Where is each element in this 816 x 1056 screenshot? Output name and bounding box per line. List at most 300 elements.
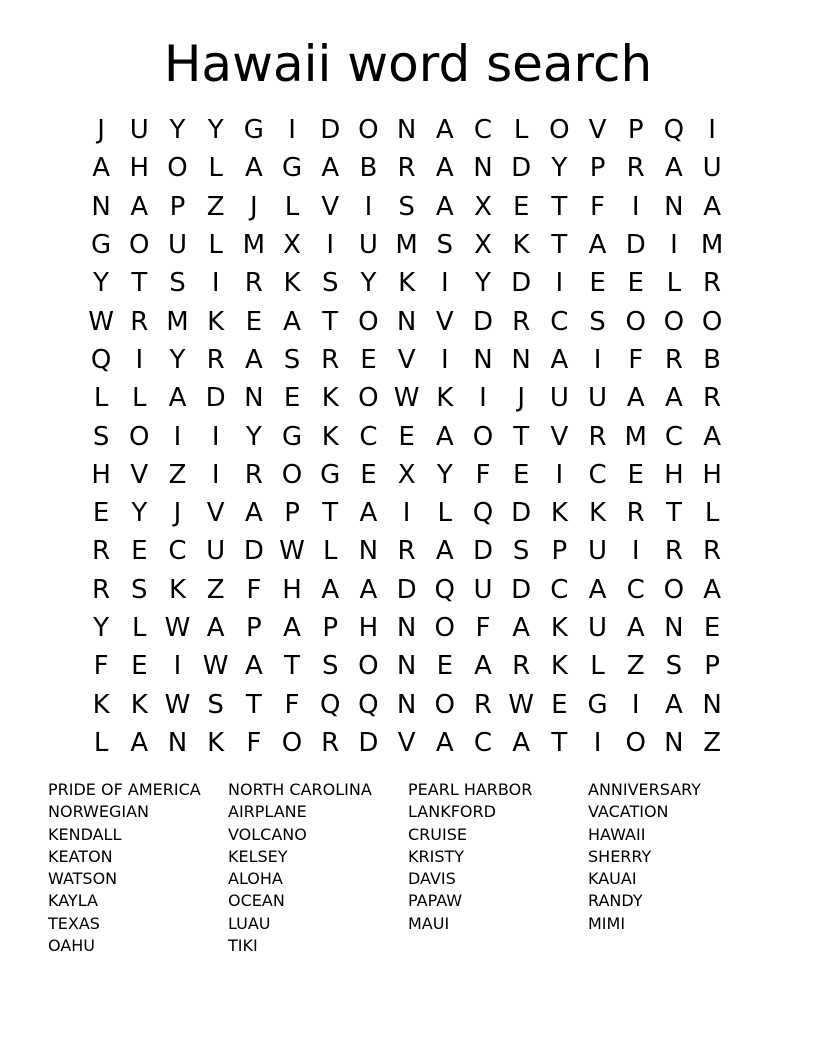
grid-letter: D [320,115,341,146]
grid-letter: W [393,383,420,414]
grid-letter: N [396,306,417,337]
word-list-item: NORWEGIAN [48,802,149,822]
grid-letter: Q [358,689,379,720]
grid-letter: A [130,727,149,758]
grid-letter: S [321,651,339,682]
grid-letter: G [320,459,341,490]
grid-letter: Z [206,191,225,222]
grid-letter: D [396,574,417,605]
grid-letter: B [703,344,722,375]
grid-letter: D [511,498,532,529]
grid-letter: R [321,344,340,375]
grid-letter: E [512,191,530,222]
grid-letter: O [625,306,646,337]
grid-letter: I [631,536,640,567]
word-list-item: OCEAN [228,891,285,911]
grid-letter: R [512,306,531,337]
grid-letter: A [435,727,454,758]
grid-letter: T [322,498,339,529]
grid-letter: A [435,421,454,452]
word-list-column [588,779,768,957]
grid-letter: S [665,651,683,682]
word-list-item: ANNIVERSARY [588,780,702,799]
grid-letter: K [321,383,339,414]
grid-letter: D [511,574,532,605]
grid-letter: O [663,306,685,337]
grid-letter: K [436,383,454,414]
grid-letter: D [358,727,379,758]
grid-letter: A [244,344,263,375]
grid-letter: T [665,498,682,529]
grid-letter: Y [131,498,148,529]
grid-letter: I [364,191,373,222]
grid-letter: C [550,306,569,337]
grid-letter: U [358,230,378,261]
word-list-column [48,779,228,957]
grid-letter: A [92,153,110,184]
grid-letter: S [321,268,339,299]
grid-letter: I [326,230,335,261]
grid-letter: U [588,383,608,414]
grid-letter: G [281,153,303,184]
word-list-item: HAWAII [588,824,646,844]
grid-letter: I [670,230,678,261]
word-list-item: VOLCANO [228,824,307,844]
grid-letter: Z [626,651,645,682]
grid-letter: L [208,153,223,184]
grid-letter: J [250,191,258,222]
grid-letter: N [167,727,188,758]
grid-letter: E [360,344,377,375]
grid-letter: A [321,153,340,184]
word-list-item: PEARL HARBOR [408,780,533,799]
grid-letter: A [283,613,301,643]
grid-letter: X [474,230,492,261]
grid-letter: D [511,268,532,299]
grid-letter: J [517,383,525,414]
grid-letter: K [589,498,607,529]
grid-letter: S [92,421,110,452]
grid-letter: U [588,536,608,567]
grid-letter: R [397,153,416,184]
grid-letter: S [131,574,148,605]
grid-letter: K [550,651,568,682]
grid-letter: E [436,651,453,682]
grid-letter: Q [90,344,112,375]
grid-letter: O [549,115,570,146]
grid-letter: N [664,613,684,643]
grid-letter: V [588,115,607,146]
grid-letter: R [703,536,722,567]
grid-letter: F [628,344,644,375]
grid-letter: M [700,230,724,261]
grid-letter: K [321,421,339,452]
grid-letter: R [512,651,531,682]
word-list-item: CRUISE [408,824,467,844]
grid-letter: U [206,536,226,567]
grid-letter: A [626,383,645,414]
grid-letter: A [244,651,263,682]
grid-letter: C [626,574,645,605]
grid-letter: I [211,268,220,299]
grid-letter: U [588,613,608,643]
word-list-item: KENDALL [48,824,122,844]
grid-letter: N [396,689,417,720]
grid-letter: Q [663,115,685,146]
grid-letter: U [549,383,569,414]
grid-letter: Y [475,268,491,299]
grid-letter: N [244,383,264,414]
grid-letter: O [434,613,456,643]
grid-letter: Y [93,268,110,299]
word-list-column [408,779,588,957]
grid-letter: R [244,459,263,490]
grid-letter: A [474,651,492,682]
grid-letter: V [130,459,149,490]
grid-letter: O [281,727,303,758]
grid-letter: O [625,727,646,758]
grid-letter: F [475,613,491,643]
grid-letter: Q [319,689,341,720]
grid-letter: R [473,689,492,720]
page-title: Hawaii word search [163,35,653,93]
grid-letter: R [206,344,225,375]
grid-letter: Q [434,574,456,605]
grid-letter: E [589,268,606,299]
grid-letter: I [631,689,640,720]
grid-letter: E [551,689,568,720]
word-list-item: MAUI [408,913,450,933]
word-list-item: TIKI [228,936,258,956]
grid-letter: R [92,536,111,567]
grid-letter: T [284,651,300,682]
grid-letter: N [396,613,417,643]
grid-letter: A [435,191,454,222]
grid-letter: I [211,459,220,490]
grid-letter: P [627,115,644,146]
grid-letter: J [173,498,182,529]
grid-letter: P [169,191,186,222]
grid-letter: N [396,651,417,682]
word-list-item: DAVIS [408,869,456,889]
grid-letter: X [283,230,301,261]
grid-letter: N [702,689,722,720]
grid-letter: L [284,191,300,222]
grid-letter: I [440,268,449,299]
grid-letter: L [132,383,147,414]
grid-letter: K [550,613,568,643]
grid-letter: A [588,574,607,605]
grid-letter: T [513,421,530,452]
word-list-item: KAYLA [48,891,98,911]
grid-letter: Q [472,498,494,529]
grid-letter: E [131,536,148,567]
grid-letter: I [555,268,564,299]
grid-letter: A [435,153,454,184]
grid-letter: C [168,536,187,567]
grid-letter: S [512,536,530,567]
grid-letter: R [626,498,645,529]
grid-letter: V [435,306,454,337]
grid-letter: C [473,115,493,146]
grid-letter: L [437,498,453,529]
grid-letter: U [702,153,722,184]
grid-letter: L [322,536,338,567]
word-list-item: AIRPLANE [228,802,307,822]
grid-letter: K [550,498,568,529]
word-list-item: VACATION [588,802,669,822]
grid-letter: W [88,306,114,337]
grid-letter: R [244,268,263,299]
grid-letter: A [588,230,607,261]
grid-letter: A [244,153,263,184]
grid-letter: R [397,536,416,567]
grid-letter: H [358,613,379,643]
word-list-column [228,779,408,957]
grid-letter: X [474,191,492,222]
grid-letter: L [590,651,605,682]
grid-letter: E [92,498,110,529]
grid-letter: F [93,651,109,682]
grid-letter: W [279,536,305,567]
grid-letter: K [283,268,301,299]
grid-letter: N [511,344,531,375]
grid-letter: L [93,383,109,414]
grid-letter: E [283,383,301,414]
grid-letter: A [703,191,721,222]
grid-letter: S [436,230,454,261]
grid-letter: T [551,727,568,758]
grid-letter: R [703,383,722,414]
grid-letter: F [246,727,262,758]
grid-letter: I [631,191,640,222]
grid-letter: K [512,230,530,261]
word-list-item: KAUAI [588,869,637,889]
grid-letter: T [322,306,339,337]
grid-letter: A [359,574,378,605]
grid-letter: O [358,115,379,146]
grid-letter: C [473,727,493,758]
grid-letter: G [243,115,264,146]
grid-letter: C [359,421,378,452]
grid-letter: H [282,574,302,605]
grid-letter: P [551,536,568,567]
grid-letter: N [473,153,493,184]
grid-letter: Y [551,153,568,184]
grid-letter: P [284,498,300,529]
grid-letter: N [664,191,684,222]
grid-letter: A [626,613,645,643]
grid-letter: S [398,191,415,222]
word-list [48,779,768,957]
word-list-item: KEATON [48,846,113,866]
grid-letter: A [512,613,531,643]
word-list-item: ALOHA [228,869,283,889]
grid-letter: D [511,153,532,184]
grid-letter: V [206,498,225,529]
grid-letter: I [402,498,411,529]
grid-letter: G [281,421,303,452]
word-list-item: PRIDE OF AMERICA [48,780,201,799]
grid-letter: I [173,421,182,452]
grid-letter: U [473,574,493,605]
grid-letter: S [207,689,224,720]
grid-letter: B [359,153,378,184]
grid-letter: M [395,230,418,261]
grid-letter: I [708,115,716,146]
grid-letter: T [551,230,568,261]
word-list-item: KELSEY [228,846,288,866]
grid-letter: A [435,115,454,146]
grid-letter: I [440,344,449,375]
grid-letter: O [129,230,150,261]
grid-letter: O [129,421,150,452]
grid-letter: L [208,230,223,261]
grid-letter: O [434,689,456,720]
grid-letter: M [242,230,266,261]
grid-letter: Y [245,421,262,452]
grid-letter: S [169,268,186,299]
grid-letter: O [701,306,723,337]
word-list-item: RANDY [588,891,643,911]
grid-letter: U [129,115,149,146]
grid-letter: G [91,230,112,261]
grid-letter: N [473,344,493,375]
grid-letter: H [702,459,722,490]
grid-letter: L [132,613,147,643]
grid-letter: I [593,727,602,758]
grid-letter: A [512,727,531,758]
grid-letter: A [550,344,569,375]
grid-letter: P [704,651,720,682]
grid-letter: N [91,191,111,222]
grid-letter: A [206,613,225,643]
grid-letter: E [131,651,148,682]
grid-letter: V [397,727,416,758]
grid-letter: Y [169,115,186,146]
grid-letter: F [284,689,300,720]
grid-letter: Z [703,727,721,758]
grid-letter: L [704,498,720,529]
grid-letter: A [244,498,263,529]
grid-letter: P [589,153,606,184]
word-list-item: PAPAW [408,891,463,911]
grid-letter: D [472,306,493,337]
grid-letter: T [245,689,262,720]
grid-letter: W [202,651,229,682]
word-list-item: LANKFORD [408,802,496,822]
grid-letter: A [703,421,721,452]
grid-letter: R [664,536,683,567]
word-list-item: WATSON [48,869,118,889]
grid-letter: A [703,574,721,605]
grid-letter: D [472,536,493,567]
grid-letter: R [130,306,149,337]
grid-letter: W [164,613,191,643]
grid-letter: O [167,153,188,184]
grid-letter: O [281,459,303,490]
grid-letter: L [513,115,529,146]
grid-letter: S [589,306,606,337]
grid-letter: E [398,421,415,452]
grid-letter: E [627,268,644,299]
grid-letter: A [283,306,301,337]
word-list-item: OAHU [48,936,95,956]
grid-letter: E [360,459,377,490]
grid-letter: K [398,268,416,299]
grid-letter: E [245,306,263,337]
grid-letter: R [92,574,111,605]
grid-letter: I [211,421,220,452]
grid-letter: L [666,268,682,299]
grid-letter: P [322,613,339,643]
grid-letter: S [283,344,301,375]
grid-letter: I [555,459,564,490]
word-list-item: LUAU [228,913,271,933]
grid-letter: G [587,689,608,720]
grid-letter: X [397,459,416,490]
grid-letter: V [321,191,340,222]
grid-letter: A [435,536,454,567]
grid-letter: V [550,421,569,452]
grid-letter: C [664,421,683,452]
grid-letter: F [246,574,262,605]
grid-letter: H [664,459,684,490]
grid-letter: O [358,383,379,414]
word-list-item: SHERRY [588,846,652,866]
grid-letter: I [479,383,487,414]
grid-letter: A [665,383,683,414]
grid-letter: O [358,306,379,337]
grid-letter: F [590,191,606,222]
grid-letter: K [168,574,186,605]
grid-letter: Z [206,574,225,605]
grid-letter: Y [207,115,224,146]
grid-letter: A [168,383,187,414]
grid-letter: K [207,306,225,337]
grid-letter: R [703,268,722,299]
grid-letter: Z [168,459,187,490]
grid-letter: A [359,498,378,529]
grid-letter: R [588,421,607,452]
grid-letter: A [665,153,683,184]
grid-letter: A [321,574,340,605]
grid-letter: C [550,574,569,605]
grid-letter: T [131,268,148,299]
grid-letter: N [358,536,379,567]
grid-letter: F [475,459,491,490]
grid-letter: R [626,153,645,184]
grid-letter: C [588,459,607,490]
grid-letter: I [173,651,182,682]
grid-letter: A [665,689,683,720]
grid-letter: K [92,689,110,720]
grid-letter: L [93,727,109,758]
grid-letter: I [593,344,602,375]
grid-letter: I [288,115,296,146]
grid-letter: M [166,306,189,337]
grid-letter: V [397,344,416,375]
grid-letter: W [164,689,191,720]
grid-letter: Y [360,268,377,299]
grid-letter: N [396,115,417,146]
grid-letter: J [97,115,105,146]
grid-letter: N [664,727,684,758]
grid-letter: K [130,689,148,720]
word-list-item: NORTH CAROLINA [228,780,372,799]
grid-letter: R [664,344,683,375]
grid-letter: D [243,536,264,567]
